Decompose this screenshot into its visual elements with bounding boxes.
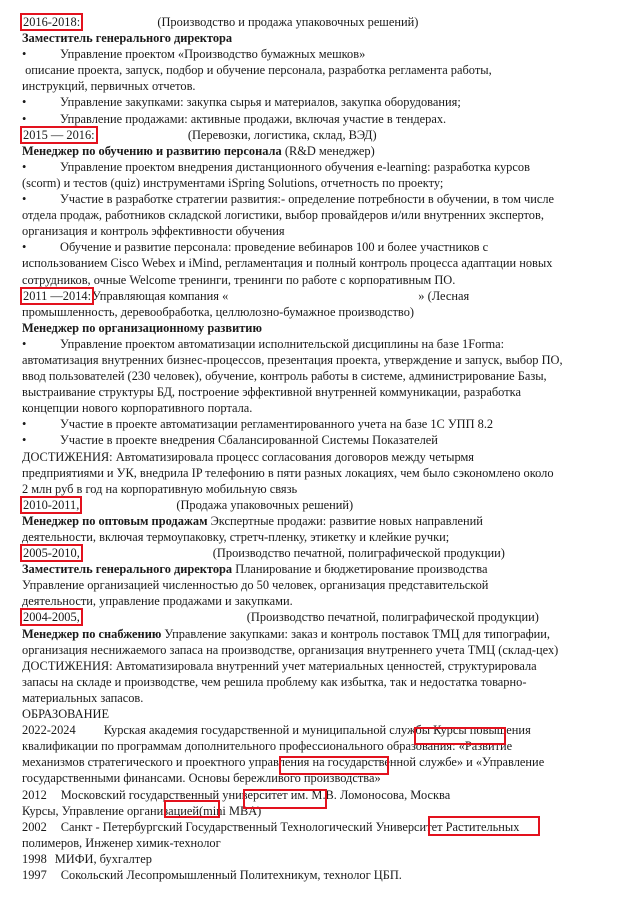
text-line: описание проекта, запуск, подбор и обучение персонала, разработка регламента работы, [25,63,492,78]
job-header [22,14,618,30]
text-line: использованием Cisco Webex и iMind, регламентация и полный контроль процесса адаптации новых [22,256,553,271]
job-title: Менеджер по снабжению [22,626,162,641]
period-highlight: 2016-2018: [23,15,81,29]
text-line: Курсы, Управление организацией(mini MBA) [22,803,262,818]
job-header [22,288,618,304]
text-line: деятельности, включая термоупаковку, стретч-пленку, этикетку и клейкие ручки; [22,530,450,544]
education-entry: 1998 МИФИ, бухгалтер [22,851,152,866]
education-entry: 2022-2024 Курская академия государственной и муниципальной службы Курсы повышения [22,723,531,738]
redaction-box [243,789,327,809]
job-title-suffix: (R&D менеджер) [284,143,375,158]
achievement-line: ДОСТИЖЕНИЯ: Автоматизировала процесс согласования договоров между четырмя [22,449,474,464]
redaction-box [428,816,540,836]
company-description-end: » (Лесная [418,288,470,303]
education-entry: 1997 Сокольский Лесопромышленный Политехникум, технолог ЦБП. [22,867,402,882]
job-title: Менеджер по организационному развитию [22,320,262,335]
company-description: Управляющая компания « [92,288,229,303]
bullet-item: • Управление проектом автоматизации исполнительской дисциплины на базе 1Forma: [22,336,505,351]
job-title-line [22,143,618,159]
job-header [22,127,618,143]
job-header [22,609,618,625]
company-description-line2: промышленность, деревообработка, целлюлозно-бумажное производство) [22,304,415,319]
period-highlight: 2015 — 2016: [23,127,95,142]
period-highlight: 2005-2010, [23,546,80,561]
bullet-item: • Управление проектом внедрения дистанционного обучения e-learning: разработка курсов [22,159,530,174]
period-highlight: 2010-2011, [23,497,80,512]
text-line: запасы на складе и производстве, чем решила проблему как избытка, так и недостатка товарно- [22,674,527,689]
bullet-item: • Участие в проекте автоматизации регламентированного учета на базе 1С УПП 8.2 [22,417,494,432]
education-entry: 2012 Московский государственный университет им. М.В. Ломоносова, Москва [22,787,451,802]
period-highlight: 2004-2005, [23,610,80,625]
job-title-suffix: Экспертные продажи: развитие новых направлений [210,513,483,528]
text-line: предприятиями и УК, внедрила IP телефонию в пяти разных локациях, чем было сэкономлено около [22,465,554,480]
text-line: квалификации по программам дополнительного профессионального образования: «Развитие [22,739,513,754]
education-entry: 2002 Санкт - Петербургский Государственный Технологический Университет Растительных [22,819,520,834]
text-line: деятельности, управление продажами и закупками. [22,594,293,609]
company-description: (Производство печатной, полиграфической продукции) [246,610,539,625]
resume-document [22,14,618,883]
job-title-line [22,513,618,529]
job-title-suffix: Управление закупками: заказ и контроль поставок ТМЦ для типографии, [164,626,551,641]
education-year: 2002 [22,819,47,834]
achievement-line: ДОСТИЖЕНИЯ: Автоматизировала внутренний учет материальных ценностей, структурировала [22,658,537,673]
text-line: выстраивание структуры БД, построение эффективной внутренней коммуникации, разработка [22,385,521,400]
company-description: (Перевозки, логистика, склад, ВЭД) [187,127,377,142]
company-description: (Производство и продажа упаковочных решений) [157,15,419,29]
job-header [22,545,618,561]
redaction-box [164,800,220,818]
text-line: Управление организацией численностью до 50 человек, организация представительской [22,578,489,593]
text-line: отдела продаж, работников складской логистики, выбор провайдеров и/или внутренних экспертов, [22,208,544,223]
job-title-line [22,626,618,642]
education-year: 1998 [22,851,47,866]
bullet-item: • Участие в проекте внедрения Сбалансированной Системы Показателей [22,433,438,448]
company-description: (Продажа упаковочных решений) [176,497,354,512]
text-line: (scorm) и тестов (quiz) инструментами iSpring Solutions, отчетность по проекту; [22,175,444,190]
text-line: полимеров, Инженер химик-технолог [22,835,221,850]
period-highlight: 2011 —2014: [23,288,92,303]
text-line: 2 млн руб в год на корпоративную мобильную связь [22,481,298,496]
redaction-box [414,727,506,745]
job-title: Заместитель генерального директора [22,562,233,577]
text-line: сотрудников, очные Welcome тренинги, тренинги по работе с корпоративным ПО. [22,272,456,287]
text-line: материальных запасов. [22,690,144,705]
text-line: механизмов стратегического и проектного управления на государственной службе» и «Управление [22,755,545,770]
text-line: ввод пользователей (230 человек), обучение, контроль работы в системе, администрирование Базы, [22,369,547,384]
text-line: концепции нового корпоративного портала. [22,401,253,416]
bullet-item: • Управление продажами: активные продажи, включая участие в тендерах. [22,111,447,126]
text-line: организация неснижаемого запаса на производстве, организация внутреннего учета ТМЦ (склад-цех) [22,642,559,657]
education-year: 2022-2024 [22,723,76,738]
bullet-item: • Участие в разработке стратегии развития:- определение потребности в обучении, в том числе [22,192,555,207]
text-line: государственными финансами. Основы бережливого производства» [22,771,381,786]
job-title-line [22,561,618,577]
education-heading: ОБРАЗОВАНИЕ [22,707,110,722]
education-year: 2012 [22,787,47,802]
bullet-item: • Управление закупками: закупка сырья и материалов, закупка оборудования; [22,95,461,110]
company-description: (Производство печатной, полиграфической продукции) [212,546,505,561]
job-title: Менеджер по обучению и развитию персонала [22,143,282,158]
bullet-item: • Обучение и развитие персонала: проведение вебинаров 100 и более участников с [22,240,489,255]
text-line: инструкций, первичных отчетов. [22,79,196,94]
job-title: Заместитель генерального директора [22,31,233,46]
redaction-box [279,756,389,775]
job-header [22,497,618,513]
job-title: Менеджер по оптовым продажам [22,513,208,528]
text-line: автоматизация внутренних бизнес-процессов, презентация проекта, утверждение и запуск, выбор ПО, [22,352,563,367]
education-year: 1997 [22,867,47,882]
bullet-item: • Управление проектом «Производство бумажных мешков» [22,47,366,62]
job-title-suffix: Планирование и бюджетирование производства [235,562,488,577]
text-line: организация и контроль эффективности обучения [22,224,285,239]
